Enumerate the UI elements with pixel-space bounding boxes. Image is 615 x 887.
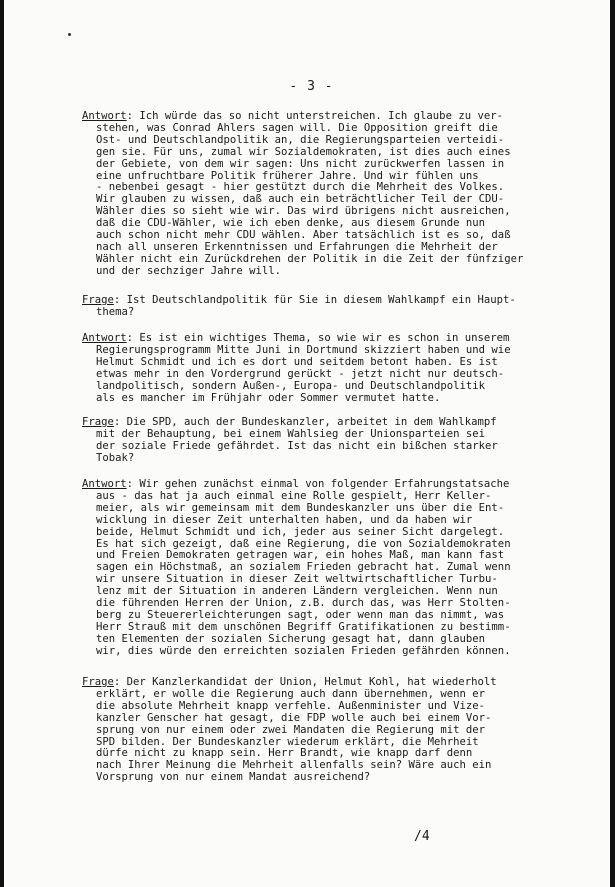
paragraph-line: wir unsere Situation in dieser Zeit weltwirtschaftlicher Turbu- [96, 573, 498, 586]
paragraph-line: nach Ihrer Meinung die Mehrheit allenfalls sein? Wäre auch ein [96, 759, 492, 772]
paragraph-line: landpolitisch, sondern Außen-, Europa- und Deutschlandpolitik [96, 379, 486, 392]
paragraph-body [82, 123, 582, 278]
qa-section: Antwort: Ich würde das so nicht unterstreichen. Ich glaube zu ver- stehen, was Conrad Ahlers sagen will. Die Opposition greift die Ost- und Deutschlandpolitik an, die Regierungsparteien verteidi- gen sie. Für uns, zumal wir Sozialdemokraten, ist dies auch eines der Gebiete, von dem wir sagen: Uns nicht zurückwerfen lassen in eine unfruchtbare Politik früherer Jahre. Und wir fühlen uns - nebenbei gesagt - hier gestützt durch die Mehrheit des Volkes. Wir glauben zu wissen, daß auch ein beträchtlicher Teil der CDU- Wähler dies so sieht wie wir. Das wird übrigens nicht ausreichen, daß die CDU-Wähler, wie ich eben denke, aus diesem Grunde nun auch schon nicht mehr CDU wählen. Aber tatsächlich ist es so, daß nach all unseren Erkenntnissen und Erfahrungen die Mehrheit der Wähler nicht ein Zurückdrehen der Politik in die Zeit der fünfziger und der sechziger Jahre will. [82, 111, 582, 278]
qa-section: Antwort: Wir gehen zunächst einmal von folgender Erfahrungstatsache aus - das hat ja auch einmal eine Rolle gespielt, Herr Keller- meier, als wir gemeinsam mit dem Bundeskanzler uns über die Ent- wicklung in dieser Zeit unterhalten haben, und da haben wir beide, Helmut Schmidt und ich, jeder aus seiner Sicht dargelegt. Es hat sich gezeigt, daß eine Regierung, die von Sozialdemokraten und Freien Demokraten getragen war, ein hohes Maß, man kann fast sagen ein Höchstmaß, an sozialem Frieden gebracht hat. Zumal wenn wir unsere Situation in dieser Zeit weltwirtschaftlicher Turbu- lenz mit der Situation in anderen Ländern vergleichen. Wenn nun die führenden Herren der Union, z.B. durch das, was Herr Stolten- berg zu Steuererleichterungen sagt, oder wenn man das nimmt, was Herr Strauß mit dem unschönen Begriff Gratifikationen zu bestimm- ten Elementen der sozialen Sicherung gesagt hat, dann glauben wir, dies würde den erreichten sozialen Frieden gefährden können. [82, 479, 582, 658]
paragraph-line: Ich würde das so nicht unterstreichen. Ich glaube zu ver- [139, 110, 503, 122]
paragraph-line: meier, als wir gemeinsam mit dem Bundeskanzler uns über die Ent- [96, 501, 505, 514]
paragraph-line: dürfe nicht zu knapp sein. Herr Brandt, wie knapp darf denn [96, 747, 473, 760]
speaker-label: Frage [82, 416, 114, 428]
qa-section: Frage: Ist Deutschlandpolitik für Sie in diesem Wahlkampf ein Haupt- thema? [82, 295, 582, 319]
paragraph-line: der soziale Friede gefährdet. Ist das nicht ein bißchen starker [96, 439, 498, 452]
paragraph-line: thema? [96, 305, 135, 318]
paragraph-line: auch schon nicht mehr CDU wählen. Aber tatsächlich ist es so, daß [96, 229, 511, 242]
paragraph-line: Es hat sich gezeigt, daß eine Regierung, die von Sozialdemokraten [96, 537, 511, 550]
paragraph-line: als es mancher im Frühjahr oder Sommer vermutet hatte. [96, 391, 441, 404]
continuation-marker: /4 [414, 829, 430, 844]
paragraph-line: die absolute Mehrheit knapp verfehle. Außenminister und Vize- [96, 699, 486, 712]
paragraph-line: kanzler Genscher hat gesagt, die FDP wolle auch bei einem Vor- [96, 711, 492, 724]
paragraph-line: sprung von nur einem oder zwei Mandaten die Regierung mit der [96, 723, 486, 736]
scan-speck [68, 33, 71, 36]
paragraph-line: wicklung in dieser Zeit unterhalten haben, und da haben wir [96, 513, 473, 526]
paragraph-line: Ost- und Deutschlandpolitik an, die Regierungsparteien verteidi- [96, 133, 505, 146]
paragraph-line: mit der Behauptung, bei einem Wahlsieg der Unionsparteien sei [96, 427, 486, 440]
speaker-label: Frage [82, 676, 114, 688]
speaker-label: Antwort [82, 478, 127, 490]
qa-section: Frage: Die SPD, auch der Bundeskanzler, arbeitet in dem Wahlkampf mit der Behauptung, bei einem Wahlsieg der Unionsparteien sei der soziale Friede gefährdet. Ist das nicht ein bißchen starker Tobak? [82, 417, 582, 465]
paragraph-line: Die SPD, auch der Bundeskanzler, arbeitet in dem Wahlkampf [126, 416, 497, 428]
paragraph-line: - nebenbei gesagt - hier gestützt durch die Mehrheit des Volkes. [96, 181, 505, 194]
paragraph-line: Vorsprung von nur einem Mandat ausreichend? [96, 771, 371, 784]
paragraph-line: beide, Helmut Schmidt und ich, jeder aus seiner Sicht dargelegt. [96, 525, 505, 538]
paragraph-line: Wähler dies so sieht wie wir. Das wird übrigens nicht ausreichen, [96, 205, 511, 218]
paragraph-line: und Freien Demokraten getragen war, ein hohes Maß, man kann fast [96, 549, 505, 562]
paragraph-line: Ist Deutschlandpolitik für Sie in diesem Wahlkampf ein Haupt- [126, 294, 516, 306]
paragraph-line: Wir gehen zunächst einmal von folgender Erfahrungstatsache [139, 478, 510, 490]
qa-section: Antwort: Es ist ein wichtiges Thema, so wie wir es schon in unserem Regierungsprogramm Mitte Juni in Dortmund skizziert haben und wie Helmut Schmidt und ich es dort und seitdem betont haben. Es ist etwas mehr in den Vordergrund gerückt - jetzt nicht nur deutsch- landpolitisch, sondern Außen-, Europa- und Deutschlandpolitik als es mancher im Frühjahr oder Sommer vermutet hatte. [82, 333, 582, 404]
paragraph-line: SPD bilden. Der Bundeskanzler wiederum erklärt, die Mehrheit [96, 735, 479, 748]
paragraph-line: etwas mehr in den Vordergrund gerückt - jetzt nicht nur deutsch- [96, 367, 505, 380]
paragraph-line: Der Kanzlerkandidat der Union, Helmut Kohl, hat wiederholt [126, 676, 497, 688]
paragraph-line: der Gebiete, von dem wir sagen: Uns nicht zurückwerfen lassen in [96, 157, 505, 170]
paragraph-line: Wir glauben zu wissen, daß auch ein beträchtlicher Teil der CDU- [96, 193, 505, 206]
paragraph-line: sagen ein Höchstmaß, an sozialem Frieden gebracht hat. Zumal wenn [96, 561, 511, 574]
paragraph-body [82, 429, 582, 465]
paragraph-line: stehen, was Conrad Ahlers sagen will. Die Opposition greift die [96, 121, 498, 134]
paragraph-line: Wähler nicht ein Zurückdrehen der Politik in die Zeit der fünfziger [96, 252, 524, 265]
page-number: - 3 - [289, 79, 334, 94]
paragraph-line: die führenden Herren der Union, z.B. durch das, was Herr Stolten- [96, 597, 511, 610]
paragraph-line: aus - das hat ja auch einmal eine Rolle gespielt, Herr Keller- [96, 489, 492, 502]
paragraph-line: ten Elementen der sozialen Sicherung gesagt hat, dann glauben [96, 632, 486, 645]
paragraph-body [82, 689, 582, 784]
paragraph-line: nach all unseren Erkenntnissen und Erfahrungen die Mehrheit der [96, 240, 498, 253]
paragraph-body [82, 491, 582, 658]
paragraph-line: Helmut Schmidt und ich es dort und seitdem betont haben. Es ist [96, 355, 498, 368]
paragraph-line: wir, dies würde den erreichten sozialen Frieden gefährden können. [96, 644, 511, 657]
paragraph-line: und der sechziger Jahre will. [96, 264, 281, 277]
qa-section: Frage: Der Kanzlerkandidat der Union, Helmut Kohl, hat wiederholt erklärt, er wolle die Regierung auch dann übernehmen, wenn er die absolute Mehrheit knapp verfehle. Außenminister und Vize- kanzler Genscher hat gesagt, die FDP wolle auch bei einem Vor- sprung von nur einem oder zwei Mandaten die Regierung mit der SPD bilden. Der Bundeskanzler wiederum erklärt, die Mehrheit dürfe nicht zu knapp sein. Herr Brandt, wie knapp darf denn nach Ihrer Meinung die Mehrheit allenfalls sein? Wäre auch ein Vorsprung von nur einem Mandat ausreichend? [82, 677, 582, 784]
paragraph-line: Tobak? [96, 451, 135, 464]
paragraph-line: eine unfruchtbare Politik früherer Jahre. Und wir fühlen uns [96, 169, 479, 182]
speaker-label: Frage [82, 294, 114, 306]
paragraph-line: Es ist ein wichtiges Thema, so wie wir es schon in unserem [139, 332, 510, 344]
paragraph-line: Regierungsprogramm Mitte Juni in Dortmund skizziert haben und wie [96, 343, 511, 356]
paragraph-line: lenz mit der Situation in anderen Ländern vergleichen. Wenn nun [96, 585, 498, 598]
paragraph-body [82, 345, 582, 405]
speaker-label: Antwort [82, 332, 127, 344]
paragraph-body [82, 307, 582, 319]
paragraph-line: erklärt, er wolle die Regierung auch dann übernehmen, wenn er [96, 687, 486, 700]
paragraph-line: Herr Strauß mit dem unschönen Begriff Gratifikationen zu bestimm- [96, 620, 511, 633]
paragraph-line: berg zu Steuererleichterungen sagt, oder wenn man das nimmt, was [96, 608, 505, 621]
speaker-label: Antwort [82, 110, 127, 122]
paragraph-line: gen sie. Für uns, zumal wir Sozialdemokraten, ist dies auch eines [96, 145, 511, 158]
paragraph-line: daß die CDU-Wähler, wie ich eben denke, aus diesem Grunde nun [96, 217, 486, 230]
